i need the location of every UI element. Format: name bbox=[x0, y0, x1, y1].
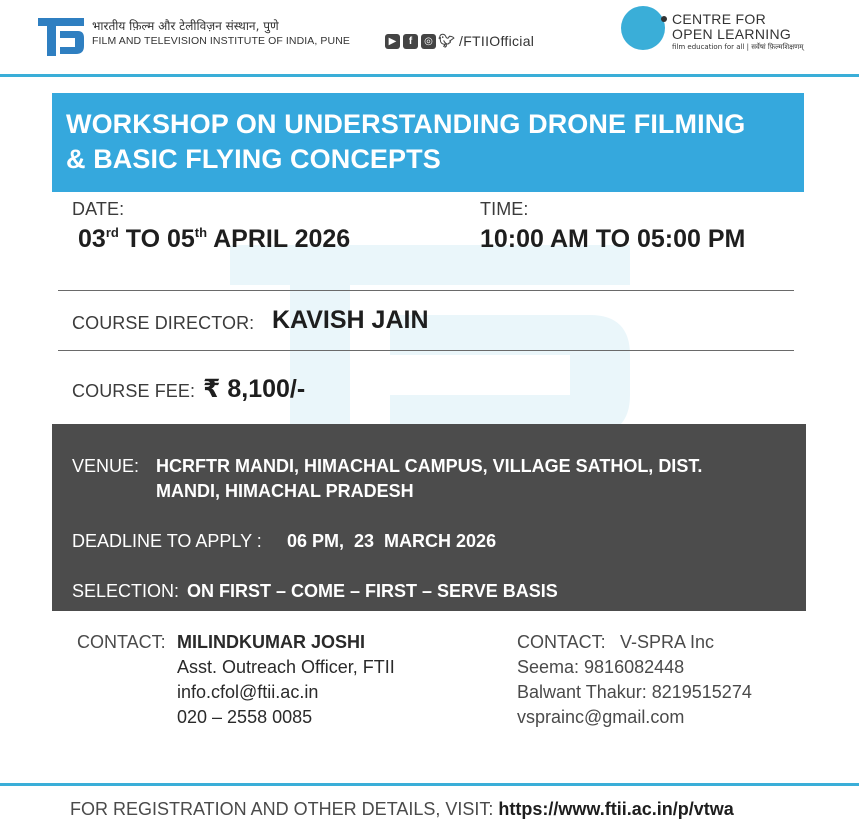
course-fee-label: COURSE FEE: bbox=[72, 381, 196, 401]
contact-role: Asst. Outreach Officer, FTII bbox=[177, 657, 395, 677]
title-line2: & BASIC FLYING CONCEPTS bbox=[66, 144, 441, 174]
title-banner bbox=[52, 93, 804, 192]
instagram-icon[interactable]: ◎ bbox=[421, 34, 436, 49]
bottom-divider bbox=[0, 783, 859, 786]
footer-label: FOR REGISTRATION AND OTHER DETAILS, VISIT: bbox=[70, 799, 494, 819]
contact-phone: Balwant Thakur: 8219515274 bbox=[517, 682, 752, 702]
date-value: 03rd TO 05th APRIL 2026 bbox=[78, 225, 351, 253]
facebook-icon[interactable]: f bbox=[403, 34, 418, 49]
course-fee-value: ₹ 8,100/- bbox=[203, 375, 306, 403]
ftii-logo-icon bbox=[38, 12, 84, 56]
venue-line1: HCRFTR MANDI, HIMACHAL CAMPUS, VILLAGE SATHOL, DIST. bbox=[156, 456, 703, 476]
selection-label: SELECTION: bbox=[72, 581, 180, 601]
contact-label: CONTACT: bbox=[77, 632, 166, 652]
footer bbox=[70, 799, 734, 820]
registration-url-link[interactable]: https://www.ftii.ac.in/p/vtwa bbox=[498, 799, 734, 819]
contact-phone: 020 – 2558 0085 bbox=[177, 707, 313, 727]
contact-phone: Seema: 9816082448 bbox=[517, 657, 685, 677]
info-panel bbox=[52, 424, 806, 611]
col-name-line2: OPEN LEARNING bbox=[672, 26, 792, 42]
ftii-name-english: FILM AND TELEVISION INSTITUTE OF INDIA, PUNE bbox=[92, 35, 350, 47]
time-label: TIME: bbox=[480, 199, 529, 219]
contact-email-link[interactable]: info.cfol@ftii.ac.in bbox=[177, 682, 319, 702]
title-line1: WORKSHOP ON UNDERSTANDING DRONE FILMING bbox=[66, 109, 746, 139]
date-label: DATE: bbox=[72, 199, 125, 219]
divider bbox=[58, 290, 794, 291]
col-logo-dot bbox=[661, 16, 667, 22]
course-director-label: COURSE DIRECTOR: bbox=[72, 313, 255, 333]
col-name-line1: CENTRE FOR bbox=[672, 11, 766, 27]
venue-line2: MANDI, HIMACHAL PRADESH bbox=[156, 481, 414, 501]
selection-value: ON FIRST – COME – FIRST – SERVE BASIS bbox=[187, 581, 558, 601]
divider bbox=[58, 350, 794, 351]
youtube-icon[interactable]: ▶ bbox=[385, 34, 400, 49]
header bbox=[0, 0, 859, 72]
col-tagline: film education for all | सर्वेषां फ़िल्मशिक्षणम् bbox=[672, 43, 804, 51]
venue-label: VENUE: bbox=[72, 456, 140, 476]
time-value: 10:00 AM TO 05:00 PM bbox=[480, 225, 746, 253]
twitter-icon[interactable]: 🐦︎ bbox=[438, 33, 455, 48]
contact-label: CONTACT: bbox=[517, 632, 606, 652]
contact-organization: V-SPRA Inc bbox=[620, 632, 715, 652]
col-logo-icon bbox=[621, 6, 665, 50]
contact-name: MILINDKUMAR JOSHI bbox=[177, 632, 365, 652]
contact-email-link[interactable]: vsprainc@gmail.com bbox=[517, 707, 685, 727]
social-links bbox=[385, 33, 534, 49]
deadline-label: DEADLINE TO APPLY : bbox=[72, 531, 262, 551]
ftii-name-hindi: भारतीय फ़िल्म और टेलीविज़न संस्थान, पुणे bbox=[92, 19, 279, 33]
course-director-value: KAVISH JAIN bbox=[272, 306, 429, 334]
social-handle[interactable]: /FTIIOfficial bbox=[459, 33, 535, 49]
top-divider bbox=[0, 74, 859, 77]
deadline-value: 06 PM, 23 MARCH 2026 bbox=[287, 531, 497, 551]
